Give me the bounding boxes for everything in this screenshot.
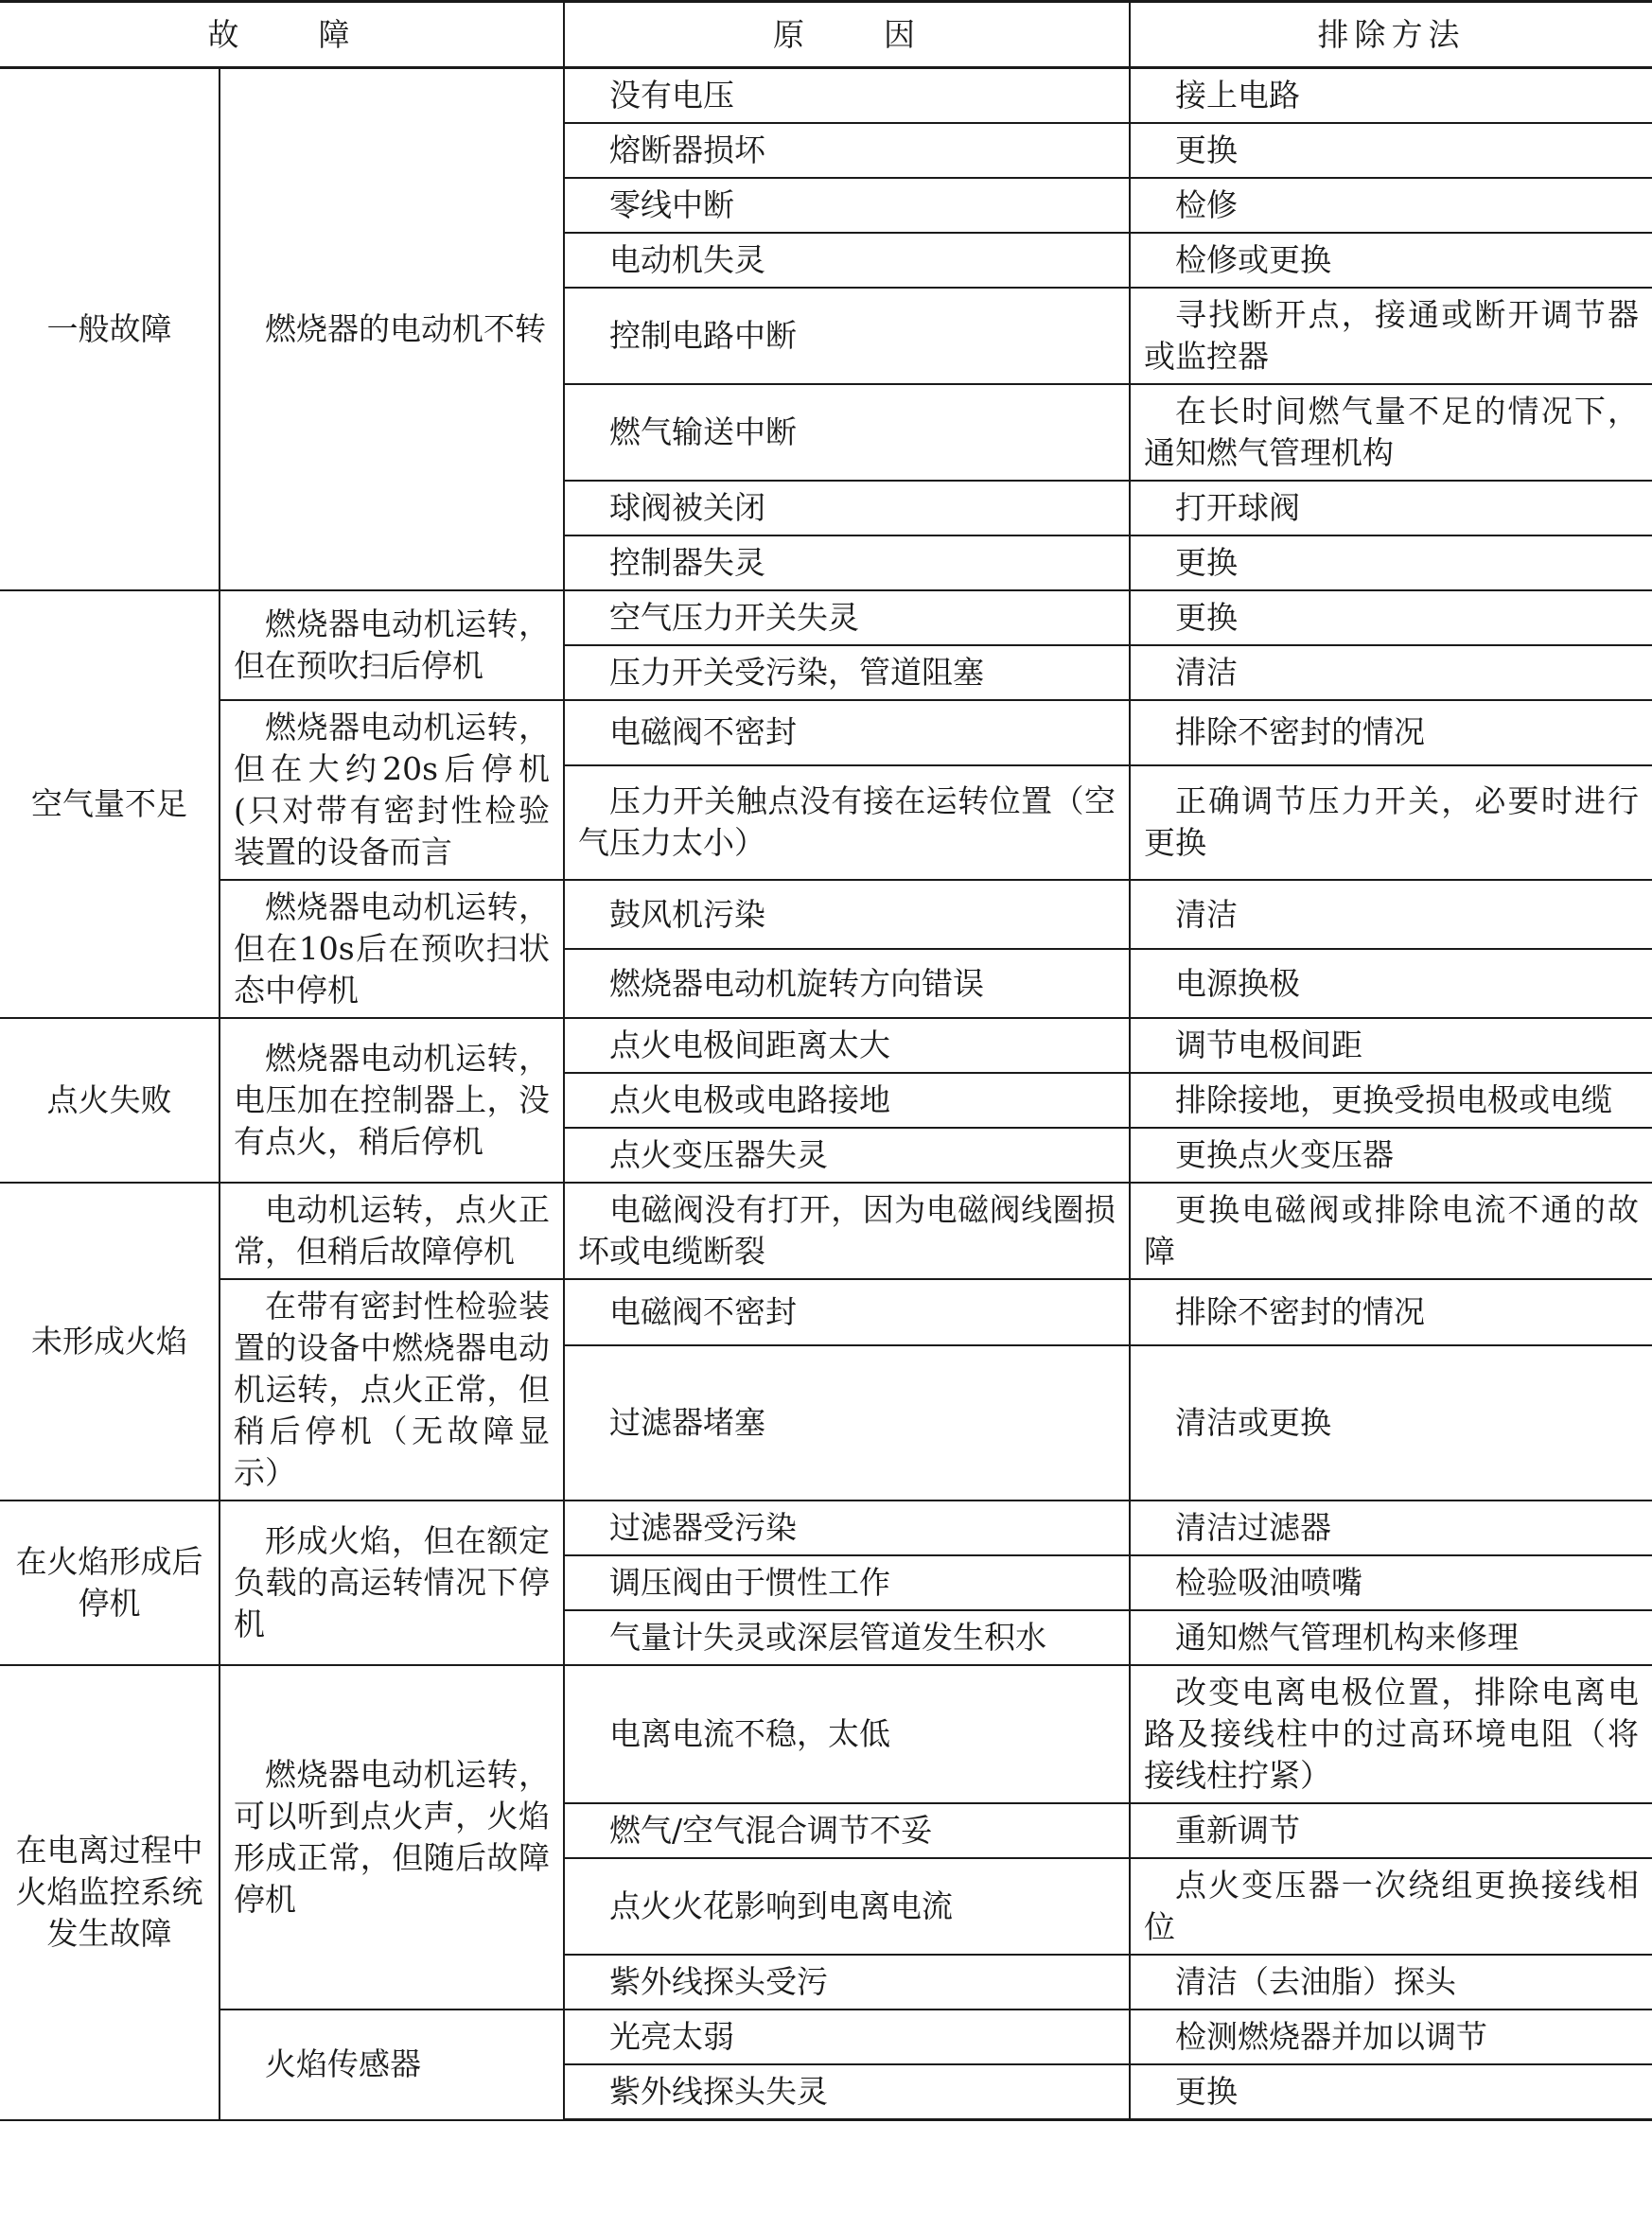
cause-cell: 球阀被关闭	[564, 481, 1130, 535]
fault-symptom-cell: 电动机运转，点火正常，但稍后故障停机	[220, 1183, 564, 1279]
remedy-cell: 改变电离电极位置，排除电离电路及接线柱中的过高环境电阻（将接线柱拧紧）	[1130, 1665, 1652, 1803]
remedy-cell: 检修或更换	[1130, 233, 1652, 288]
remedy-cell: 点火变压器一次绕组更换接线相位	[1130, 1858, 1652, 1955]
cause-cell: 紫外线探头受污	[564, 1955, 1130, 2010]
cause-cell: 零线中断	[564, 178, 1130, 233]
fault-category-cell: 一般故障	[0, 68, 220, 591]
fault-symptom-cell: 火焰传感器	[220, 2010, 564, 2120]
cause-cell: 点火电极或电路接地	[564, 1073, 1130, 1128]
cause-cell: 电磁阀不密封	[564, 700, 1130, 765]
cause-cell: 控制电路中断	[564, 288, 1130, 384]
remedy-cell: 清洁	[1130, 645, 1652, 700]
remedy-cell: 重新调节	[1130, 1803, 1652, 1858]
table-body	[0, 68, 1652, 2120]
fault-symptom-cell: 在带有密封性检验装置的设备中燃烧器电动机运转，点火正常，但稍后停机（无故障显示）	[220, 1279, 564, 1501]
remedy-cell: 检验吸油喷嘴	[1130, 1555, 1652, 1610]
remedy-cell: 清洁过滤器	[1130, 1501, 1652, 1555]
table-row	[0, 2010, 1652, 2064]
fault-symptom-cell: 燃烧器的电动机不转	[220, 68, 564, 591]
cause-cell: 熔断器损坏	[564, 123, 1130, 178]
cause-cell: 电磁阀没有打开，因为电磁阀线圈损坏或电缆断裂	[564, 1183, 1130, 1279]
cause-cell: 压力开关受污染，管道阻塞	[564, 645, 1130, 700]
cause-cell: 电离电流不稳，太低	[564, 1665, 1130, 1803]
cause-cell: 燃烧器电动机旋转方向错误	[564, 949, 1130, 1018]
table-row	[0, 880, 1652, 949]
remedy-cell: 更换	[1130, 2064, 1652, 2120]
remedy-cell: 打开球阀	[1130, 481, 1652, 535]
remedy-cell: 排除不密封的情况	[1130, 1279, 1652, 1345]
cause-cell: 点火火花影响到电离电流	[564, 1858, 1130, 1955]
remedy-cell: 更换点火变压器	[1130, 1128, 1652, 1183]
cause-cell: 调压阀由于惯性工作	[564, 1555, 1130, 1610]
table-row	[0, 1501, 1652, 1555]
fault-category-cell: 未形成火焰	[0, 1183, 220, 1501]
table-row	[0, 1183, 1652, 1279]
remedy-cell: 检测燃烧器并加以调节	[1130, 2010, 1652, 2064]
cause-cell: 没有电压	[564, 68, 1130, 124]
fault-category-cell: 在火焰形成后停机	[0, 1501, 220, 1665]
table-row	[0, 68, 1652, 124]
cause-cell: 压力开关触点没有接在运转位置（空气压力太小）	[564, 765, 1130, 880]
cause-cell: 光亮太弱	[564, 2010, 1130, 2064]
header-row	[0, 2, 1652, 68]
table-row	[0, 590, 1652, 645]
remedy-cell: 接上电路	[1130, 68, 1652, 124]
fault-symptom-cell: 燃烧器电动机运转，电压加在控制器上，没有点火，稍后停机	[220, 1018, 564, 1183]
remedy-cell: 调节电极间距	[1130, 1018, 1652, 1073]
fault-category-cell: 空气量不足	[0, 590, 220, 1018]
remedy-cell: 清洁或更换	[1130, 1345, 1652, 1501]
remedy-cell: 清洁	[1130, 880, 1652, 949]
fault-symptom-cell: 燃烧器电动机运转，但在预吹扫后停机	[220, 590, 564, 700]
remedy-cell: 检修	[1130, 178, 1652, 233]
remedy-cell: 排除接地，更换受损电极或电缆	[1130, 1073, 1652, 1128]
cause-cell: 电动机失灵	[564, 233, 1130, 288]
remedy-cell: 正确调节压力开关，必要时进行更换	[1130, 765, 1652, 880]
remedy-cell: 寻找断开点，接通或断开调节器或监控器	[1130, 288, 1652, 384]
table-row	[0, 700, 1652, 765]
table-row	[0, 1665, 1652, 1803]
remedy-cell: 更换	[1130, 123, 1652, 178]
fault-symptom-cell: 燃烧器电动机运转，可以听到点火声，火焰形成正常，但随后故障停机	[220, 1665, 564, 2010]
fault-symptom-cell: 形成火焰，但在额定负载的高运转情况下停机	[220, 1501, 564, 1665]
cause-cell: 过滤器受污染	[564, 1501, 1130, 1555]
cause-cell: 紫外线探头失灵	[564, 2064, 1130, 2120]
fault-symptom-cell: 燃烧器电动机运转，但在10s后在预吹扫状态中停机	[220, 880, 564, 1018]
remedy-cell: 更换电磁阀或排除电流不通的故障	[1130, 1183, 1652, 1279]
cause-cell: 鼓风机污染	[564, 880, 1130, 949]
remedy-cell: 清洁（去油脂）探头	[1130, 1955, 1652, 2010]
cause-cell: 控制器失灵	[564, 535, 1130, 590]
table-row	[0, 1279, 1652, 1345]
cause-cell: 气量计失灵或深层管道发生积水	[564, 1610, 1130, 1665]
remedy-cell: 在长时间燃气量不足的情况下，通知燃气管理机构	[1130, 384, 1652, 481]
remedy-cell: 排除不密封的情况	[1130, 700, 1652, 765]
header-fault: 故 障	[0, 2, 564, 68]
fault-symptom-cell: 燃烧器电动机运转，但在大约20s后停机(只对带有密封性检验装置的设备而言	[220, 700, 564, 880]
cause-cell: 点火电极间距离太大	[564, 1018, 1130, 1073]
remedy-cell: 更换	[1130, 590, 1652, 645]
remedy-cell: 更换	[1130, 535, 1652, 590]
remedy-cell: 通知燃气管理机构来修理	[1130, 1610, 1652, 1665]
cause-cell: 电磁阀不密封	[564, 1279, 1130, 1345]
fault-category-cell: 点火失败	[0, 1018, 220, 1183]
remedy-cell: 电源换极	[1130, 949, 1652, 1018]
cause-cell: 燃气输送中断	[564, 384, 1130, 481]
fault-category-cell: 在电离过程中火焰监控系统发生故障	[0, 1665, 220, 2120]
cause-cell: 点火变压器失灵	[564, 1128, 1130, 1183]
header-remedy: 排除方法	[1130, 2, 1652, 68]
table-row	[0, 1018, 1652, 1073]
header-cause: 原 因	[564, 2, 1130, 68]
cause-cell: 过滤器堵塞	[564, 1345, 1130, 1501]
cause-cell: 空气压力开关失灵	[564, 590, 1130, 645]
cause-cell: 燃气/空气混合调节不妥	[564, 1803, 1130, 1858]
